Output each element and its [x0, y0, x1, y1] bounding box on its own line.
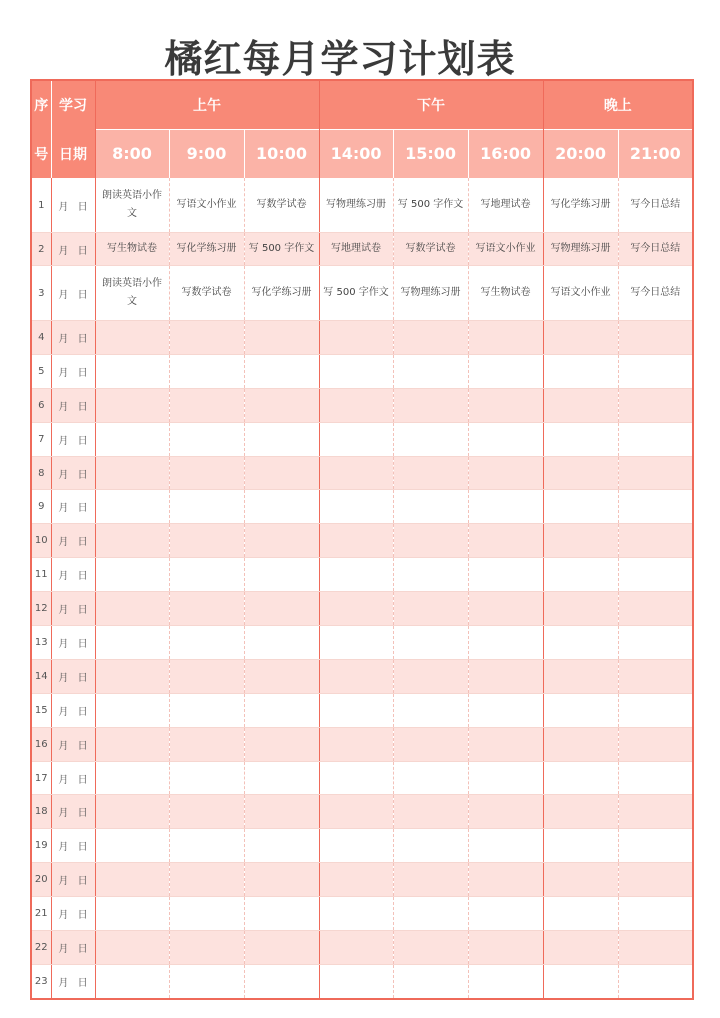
- time-header: 10:00: [244, 129, 319, 178]
- task-cell[interactable]: [244, 897, 319, 931]
- row-index: 6: [31, 388, 51, 422]
- date-cell[interactable]: 月 日: [51, 897, 95, 931]
- task-cell[interactable]: [543, 829, 618, 863]
- task-text: 写语文小作业: [176, 199, 237, 210]
- task-cell[interactable]: [468, 354, 543, 388]
- task-text: 写语文小作业: [475, 243, 536, 254]
- time-header: 14:00: [319, 129, 393, 178]
- task-cell[interactable]: [95, 761, 169, 795]
- task-cell[interactable]: [244, 266, 319, 321]
- task-cell[interactable]: [169, 693, 244, 727]
- task-cell[interactable]: [393, 388, 468, 422]
- task-cell[interactable]: [319, 178, 393, 233]
- task-cell[interactable]: [618, 592, 693, 626]
- time-header: 8:00: [95, 129, 169, 178]
- task-cell[interactable]: [95, 693, 169, 727]
- task-cell[interactable]: [169, 592, 244, 626]
- task-cell[interactable]: [95, 626, 169, 660]
- task-cell[interactable]: [468, 693, 543, 727]
- task-cell[interactable]: [244, 558, 319, 592]
- row-index: 11: [31, 558, 51, 592]
- row-index: 16: [31, 727, 51, 761]
- task-cell[interactable]: [393, 897, 468, 931]
- task-cell[interactable]: [319, 233, 393, 266]
- task-cell[interactable]: [468, 456, 543, 490]
- task-cell[interactable]: [95, 795, 169, 829]
- date-cell[interactable]: 月 日: [51, 964, 95, 998]
- task-cell[interactable]: [618, 422, 693, 456]
- task-cell[interactable]: [468, 266, 543, 321]
- task-cell[interactable]: [618, 388, 693, 422]
- task-cell[interactable]: [543, 592, 618, 626]
- task-text: 写 500 字作文: [323, 287, 389, 298]
- task-cell[interactable]: [393, 863, 468, 897]
- task-cell[interactable]: [543, 456, 618, 490]
- table-row: [31, 321, 693, 355]
- table-row: [31, 178, 693, 233]
- task-text: 写今日总结: [630, 199, 681, 210]
- task-cell[interactable]: [468, 829, 543, 863]
- table-row: [31, 490, 693, 524]
- table-row: [31, 626, 693, 660]
- task-cell[interactable]: [95, 422, 169, 456]
- table-row: [31, 829, 693, 863]
- task-text: 写物理练习册: [550, 243, 611, 254]
- task-cell[interactable]: [393, 659, 468, 693]
- task-cell[interactable]: [543, 321, 618, 355]
- row-index: 1: [31, 178, 51, 233]
- task-cell[interactable]: [393, 490, 468, 524]
- task-cell[interactable]: [319, 524, 393, 558]
- task-cell[interactable]: [393, 931, 468, 965]
- task-text: 写数学试卷: [256, 199, 307, 210]
- task-cell[interactable]: [393, 592, 468, 626]
- task-text: 写物理练习册: [326, 199, 387, 210]
- task-cell[interactable]: [244, 178, 319, 233]
- task-cell[interactable]: [618, 761, 693, 795]
- date-cell[interactable]: 月 日: [51, 456, 95, 490]
- task-cell[interactable]: [468, 626, 543, 660]
- task-cell[interactable]: [169, 795, 244, 829]
- task-cell[interactable]: [244, 727, 319, 761]
- task-cell[interactable]: [618, 931, 693, 965]
- table-row: [31, 266, 693, 321]
- date-cell[interactable]: 月 日: [51, 626, 95, 660]
- task-cell[interactable]: [468, 321, 543, 355]
- task-cell[interactable]: [95, 829, 169, 863]
- task-cell[interactable]: [393, 761, 468, 795]
- task-cell[interactable]: [393, 233, 468, 266]
- table-row: [31, 897, 693, 931]
- row-index: 20: [31, 863, 51, 897]
- task-cell[interactable]: [543, 626, 618, 660]
- task-cell[interactable]: [169, 388, 244, 422]
- task-cell[interactable]: [468, 931, 543, 965]
- task-cell[interactable]: [393, 558, 468, 592]
- task-cell[interactable]: [319, 558, 393, 592]
- index-header-top: 序: [31, 80, 51, 129]
- row-index: 8: [31, 456, 51, 490]
- date-cell[interactable]: 月 日: [51, 727, 95, 761]
- task-cell[interactable]: [169, 422, 244, 456]
- task-cell[interactable]: [95, 727, 169, 761]
- task-cell[interactable]: [169, 897, 244, 931]
- task-cell[interactable]: [169, 354, 244, 388]
- task-cell[interactable]: [319, 354, 393, 388]
- row-index: 5: [31, 354, 51, 388]
- task-cell[interactable]: [618, 693, 693, 727]
- table-row: [31, 761, 693, 795]
- time-header: 15:00: [393, 129, 468, 178]
- task-cell[interactable]: [618, 558, 693, 592]
- task-cell[interactable]: [319, 863, 393, 897]
- task-cell[interactable]: [618, 659, 693, 693]
- task-cell[interactable]: [618, 233, 693, 266]
- task-text: 写地理试卷: [480, 199, 531, 210]
- task-cell[interactable]: [319, 829, 393, 863]
- table-row: [31, 524, 693, 558]
- task-cell[interactable]: [543, 524, 618, 558]
- task-cell[interactable]: [468, 592, 543, 626]
- task-cell[interactable]: [244, 795, 319, 829]
- task-cell[interactable]: [468, 490, 543, 524]
- task-cell[interactable]: [244, 659, 319, 693]
- task-cell[interactable]: [95, 897, 169, 931]
- task-text: 写物理练习册: [400, 287, 461, 298]
- task-cell[interactable]: [244, 592, 319, 626]
- date-cell[interactable]: 月 日: [51, 422, 95, 456]
- row-index: 18: [31, 795, 51, 829]
- table-row: [31, 233, 693, 266]
- date-cell[interactable]: 月 日: [51, 266, 95, 321]
- task-cell[interactable]: [244, 456, 319, 490]
- task-cell[interactable]: [169, 321, 244, 355]
- table-row: [31, 422, 693, 456]
- task-cell[interactable]: [244, 422, 319, 456]
- task-cell[interactable]: [244, 863, 319, 897]
- task-cell[interactable]: [618, 727, 693, 761]
- task-cell[interactable]: [543, 659, 618, 693]
- task-cell[interactable]: [95, 863, 169, 897]
- date-cell[interactable]: 月 日: [51, 761, 95, 795]
- date-cell[interactable]: 月 日: [51, 524, 95, 558]
- table-row: [31, 727, 693, 761]
- date-cell[interactable]: 月 日: [51, 558, 95, 592]
- task-cell[interactable]: [244, 626, 319, 660]
- task-cell[interactable]: [244, 693, 319, 727]
- task-cell[interactable]: [543, 354, 618, 388]
- task-text: 写地理试卷: [331, 243, 382, 254]
- row-index: 14: [31, 659, 51, 693]
- task-text: 朗读英语小作文: [102, 278, 162, 307]
- task-text: 写生物试卷: [480, 287, 531, 298]
- time-header: 21:00: [618, 129, 693, 178]
- date-cell[interactable]: 月 日: [51, 490, 95, 524]
- task-cell[interactable]: [169, 863, 244, 897]
- table-row: [31, 693, 693, 727]
- task-cell[interactable]: [95, 321, 169, 355]
- task-cell[interactable]: [618, 456, 693, 490]
- task-cell[interactable]: [393, 727, 468, 761]
- task-cell[interactable]: [468, 727, 543, 761]
- row-index: 4: [31, 321, 51, 355]
- plan-body: [31, 178, 693, 999]
- task-cell[interactable]: [169, 490, 244, 524]
- date-cell[interactable]: 月 日: [51, 354, 95, 388]
- task-cell[interactable]: [319, 659, 393, 693]
- row-index: 13: [31, 626, 51, 660]
- task-cell[interactable]: [319, 761, 393, 795]
- table-row: [31, 863, 693, 897]
- task-text: 写化学练习册: [251, 287, 312, 298]
- task-cell[interactable]: [95, 266, 169, 321]
- task-cell[interactable]: [468, 388, 543, 422]
- task-cell[interactable]: [319, 626, 393, 660]
- date-cell[interactable]: 月 日: [51, 178, 95, 233]
- task-cell[interactable]: [95, 388, 169, 422]
- task-cell[interactable]: [169, 761, 244, 795]
- task-cell[interactable]: [468, 964, 543, 998]
- task-cell[interactable]: [319, 693, 393, 727]
- task-text: 写今日总结: [630, 287, 681, 298]
- task-cell[interactable]: [393, 456, 468, 490]
- task-cell[interactable]: [244, 490, 319, 524]
- task-cell[interactable]: [95, 456, 169, 490]
- task-text: 写化学练习册: [176, 243, 237, 254]
- task-cell[interactable]: [319, 897, 393, 931]
- task-cell[interactable]: [393, 178, 468, 233]
- task-cell[interactable]: [618, 354, 693, 388]
- task-cell[interactable]: [543, 727, 618, 761]
- task-cell[interactable]: [319, 321, 393, 355]
- task-cell[interactable]: [543, 693, 618, 727]
- table-row: [31, 659, 693, 693]
- task-cell[interactable]: [244, 354, 319, 388]
- task-text: 朗读英语小作文: [102, 190, 162, 219]
- task-cell[interactable]: [244, 233, 319, 266]
- task-cell[interactable]: [393, 693, 468, 727]
- row-index: 9: [31, 490, 51, 524]
- row-index: 21: [31, 897, 51, 931]
- task-cell[interactable]: [169, 524, 244, 558]
- row-index: 7: [31, 422, 51, 456]
- table-row: [31, 964, 693, 998]
- task-cell[interactable]: [393, 266, 468, 321]
- task-cell[interactable]: [95, 931, 169, 965]
- task-cell[interactable]: [543, 422, 618, 456]
- task-text: 写数学试卷: [181, 287, 232, 298]
- task-cell[interactable]: [618, 829, 693, 863]
- task-cell[interactable]: [618, 795, 693, 829]
- task-cell[interactable]: [543, 795, 618, 829]
- task-text: 写化学练习册: [550, 199, 611, 210]
- task-cell[interactable]: [618, 897, 693, 931]
- task-cell[interactable]: [319, 592, 393, 626]
- task-cell[interactable]: [618, 321, 693, 355]
- task-cell[interactable]: [618, 863, 693, 897]
- task-cell[interactable]: [543, 178, 618, 233]
- task-cell[interactable]: [468, 422, 543, 456]
- task-text: 写 500 字作文: [397, 199, 464, 210]
- task-cell[interactable]: [169, 829, 244, 863]
- task-cell[interactable]: [393, 354, 468, 388]
- task-cell[interactable]: [393, 626, 468, 660]
- date-cell[interactable]: 月 日: [51, 693, 95, 727]
- task-cell[interactable]: [95, 354, 169, 388]
- task-cell[interactable]: [468, 233, 543, 266]
- task-cell[interactable]: [468, 761, 543, 795]
- task-cell[interactable]: [468, 524, 543, 558]
- task-text: 写生物试卷: [107, 243, 157, 254]
- date-cell[interactable]: 月 日: [51, 388, 95, 422]
- task-cell[interactable]: [319, 266, 393, 321]
- task-cell[interactable]: [169, 659, 244, 693]
- task-cell[interactable]: [468, 659, 543, 693]
- task-cell[interactable]: [95, 558, 169, 592]
- task-cell[interactable]: [618, 964, 693, 998]
- group-header-afternoon: 下午: [319, 80, 543, 129]
- task-cell[interactable]: [543, 897, 618, 931]
- date-cell[interactable]: 月 日: [51, 659, 95, 693]
- time-header: 16:00: [468, 129, 543, 178]
- task-cell[interactable]: [169, 558, 244, 592]
- task-cell[interactable]: [618, 266, 693, 321]
- task-cell[interactable]: [319, 727, 393, 761]
- task-cell[interactable]: [393, 321, 468, 355]
- task-cell[interactable]: [543, 388, 618, 422]
- page-title: 橘红每月学习计划表: [164, 37, 516, 81]
- task-cell[interactable]: [618, 626, 693, 660]
- task-cell[interactable]: [319, 795, 393, 829]
- task-cell[interactable]: [95, 233, 169, 266]
- task-cell[interactable]: [618, 490, 693, 524]
- task-cell[interactable]: [393, 829, 468, 863]
- task-cell[interactable]: [543, 266, 618, 321]
- task-cell[interactable]: [543, 558, 618, 592]
- task-cell[interactable]: [319, 456, 393, 490]
- row-index: 17: [31, 761, 51, 795]
- date-header-top: 学习: [51, 80, 95, 129]
- task-cell[interactable]: [244, 388, 319, 422]
- row-index: 2: [31, 233, 51, 266]
- row-index: 22: [31, 931, 51, 965]
- date-cell[interactable]: 月 日: [51, 829, 95, 863]
- task-cell[interactable]: [244, 964, 319, 998]
- task-cell[interactable]: [169, 727, 244, 761]
- time-header: 20:00: [543, 129, 618, 178]
- task-cell[interactable]: [468, 897, 543, 931]
- task-cell[interactable]: [468, 863, 543, 897]
- task-text: 写数学试卷: [405, 243, 456, 254]
- task-cell[interactable]: [244, 524, 319, 558]
- task-cell[interactable]: [244, 829, 319, 863]
- task-cell[interactable]: [169, 233, 244, 266]
- row-index: 12: [31, 592, 51, 626]
- group-header-morning: 上午: [95, 80, 319, 129]
- task-cell[interactable]: [95, 178, 169, 233]
- task-cell[interactable]: [244, 931, 319, 965]
- task-cell[interactable]: [543, 863, 618, 897]
- index-header-bottom: 号: [31, 129, 51, 178]
- task-cell[interactable]: [319, 388, 393, 422]
- task-cell[interactable]: [618, 524, 693, 558]
- task-cell[interactable]: [169, 178, 244, 233]
- task-cell[interactable]: [393, 524, 468, 558]
- task-cell[interactable]: [95, 964, 169, 998]
- task-cell[interactable]: [244, 761, 319, 795]
- task-cell[interactable]: [169, 626, 244, 660]
- task-cell[interactable]: [393, 795, 468, 829]
- task-cell[interactable]: [95, 659, 169, 693]
- task-cell[interactable]: [169, 964, 244, 998]
- row-index: 10: [31, 524, 51, 558]
- table-row: [31, 592, 693, 626]
- task-cell[interactable]: [468, 178, 543, 233]
- task-cell[interactable]: [618, 178, 693, 233]
- row-index: 19: [31, 829, 51, 863]
- row-index: 23: [31, 964, 51, 998]
- task-cell[interactable]: [393, 422, 468, 456]
- task-cell[interactable]: [319, 931, 393, 965]
- task-cell[interactable]: [319, 964, 393, 998]
- task-cell[interactable]: [543, 490, 618, 524]
- task-cell[interactable]: [543, 761, 618, 795]
- group-header-evening: 晚上: [543, 80, 693, 129]
- row-index: 3: [31, 266, 51, 321]
- date-header-bottom: 日期: [51, 129, 95, 178]
- date-cell[interactable]: 月 日: [51, 321, 95, 355]
- task-text: 写语文小作业: [550, 287, 611, 298]
- task-cell[interactable]: [95, 490, 169, 524]
- date-cell[interactable]: 月 日: [51, 931, 95, 965]
- table-row: [31, 456, 693, 490]
- task-cell[interactable]: [319, 490, 393, 524]
- task-cell[interactable]: [468, 558, 543, 592]
- task-text: 写 500 字作文: [248, 243, 315, 254]
- task-cell[interactable]: [95, 592, 169, 626]
- date-cell[interactable]: 月 日: [51, 592, 95, 626]
- task-cell[interactable]: [543, 964, 618, 998]
- date-cell[interactable]: 月 日: [51, 233, 95, 266]
- task-cell[interactable]: [543, 931, 618, 965]
- task-cell[interactable]: [95, 524, 169, 558]
- time-header: 9:00: [169, 129, 244, 178]
- task-cell[interactable]: [468, 795, 543, 829]
- date-cell[interactable]: 月 日: [51, 863, 95, 897]
- task-text: 写今日总结: [630, 243, 681, 254]
- task-cell[interactable]: [169, 931, 244, 965]
- row-index: 15: [31, 693, 51, 727]
- task-cell[interactable]: [543, 233, 618, 266]
- table-row: [31, 931, 693, 965]
- task-cell[interactable]: [244, 321, 319, 355]
- table-row: [31, 354, 693, 388]
- table-row: [31, 558, 693, 592]
- table-row: [31, 388, 693, 422]
- task-cell[interactable]: [319, 422, 393, 456]
- date-cell[interactable]: 月 日: [51, 795, 95, 829]
- table-row: [31, 795, 693, 829]
- task-cell[interactable]: [169, 456, 244, 490]
- task-cell[interactable]: [169, 266, 244, 321]
- study-plan-table: [30, 79, 694, 1000]
- task-cell[interactable]: [393, 964, 468, 998]
